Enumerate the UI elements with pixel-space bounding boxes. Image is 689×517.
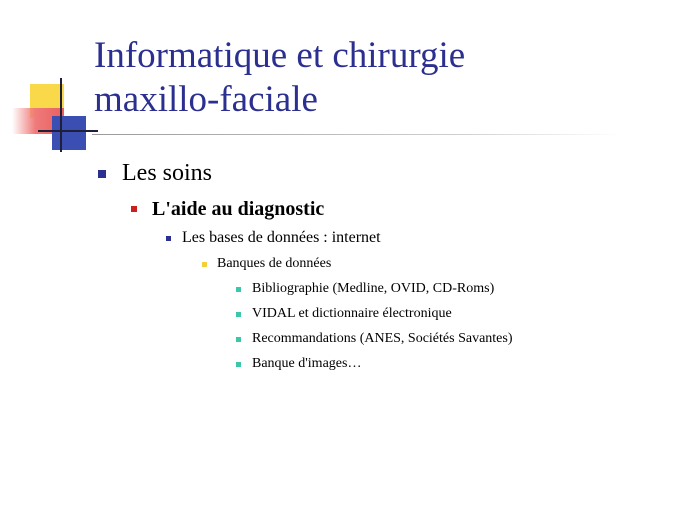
bullet-level-4 <box>217 255 331 273</box>
square-bullet-icon <box>202 262 207 267</box>
bullet-text: Les bases de données : internet <box>182 229 381 246</box>
square-bullet-icon <box>236 312 241 317</box>
bullet-text: Bibliographie (Medline, OVID, CD-Roms) <box>252 281 495 296</box>
square-bullet-icon <box>236 337 241 342</box>
bullet-text: Les soins <box>122 160 212 186</box>
bullet-text: Banque d'images… <box>252 356 362 371</box>
bullet-text: Banques de données <box>217 256 332 271</box>
square-bullet-icon <box>236 287 241 292</box>
bullet-level-5 <box>252 305 452 323</box>
title-line-1: Informatique et chirurgie <box>94 35 466 76</box>
slide-title <box>94 34 654 122</box>
bullet-level-5 <box>252 280 494 298</box>
square-bullet-icon <box>166 236 171 241</box>
title-divider <box>92 134 622 135</box>
bullet-level-5 <box>252 330 513 348</box>
square-bullet-icon <box>236 362 241 367</box>
bullet-text: L'aide au diagnostic <box>152 198 325 220</box>
bullet-text: VIDAL et dictionnaire électronique <box>252 306 452 321</box>
square-bullet-icon <box>131 206 137 212</box>
logo-blue-square <box>52 116 86 150</box>
bullet-text: Recommandations (ANES, Sociétés Savantes) <box>252 331 513 346</box>
bullet-level-3 <box>182 228 381 248</box>
bullet-level-1 <box>122 158 212 188</box>
logo-vertical-line <box>60 78 62 152</box>
bullet-level-5 <box>252 355 361 373</box>
logo-horizontal-line <box>38 130 98 132</box>
bullet-level-2 <box>152 196 324 222</box>
square-bullet-icon <box>98 170 106 178</box>
title-line-2: maxillo-faciale <box>94 79 318 120</box>
